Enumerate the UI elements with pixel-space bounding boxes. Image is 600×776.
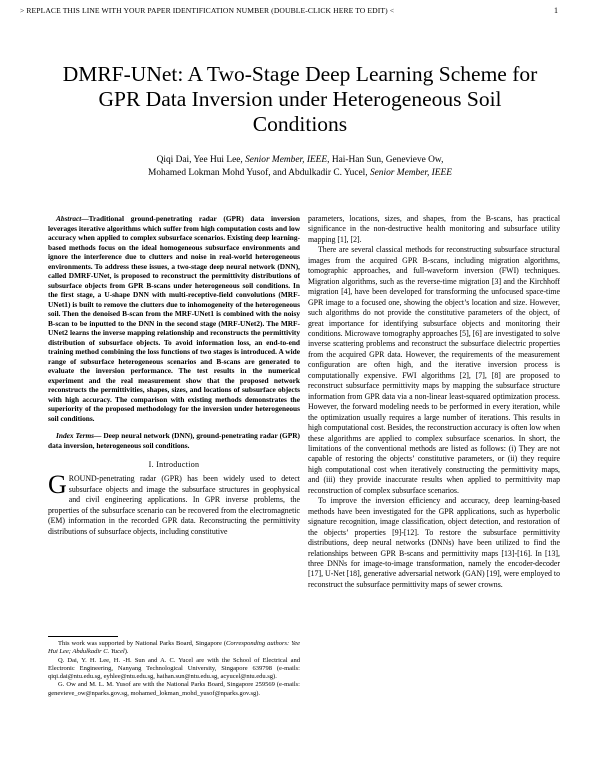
section-heading-introduction: I. Introduction: [148, 460, 200, 469]
author-names-1b: , Hai-Han Sun, Genevieve Ow,: [327, 155, 444, 165]
footnote-corresponding: Corresponding authors: Yee Hui Lee; Abdulkadir C. Yucel: [48, 640, 300, 656]
paper-title: DMRF-UNet: A Two-Stage Deep Learning Scheme for GPR Data Inversion under Heterogeneous Soil Conditions: [62, 62, 538, 136]
footnote-affiliation-nparks: G. Ow and M. L. M. Yusof are with the National Parks Board, Singapore 259569 (e-mails: genevieve_ow@nparks.gov.sg, mohamed_lokman_mohd_yusof@nparks.gov.sg).: [48, 681, 300, 697]
abstract-lead: Abstract: [56, 214, 82, 223]
footnote-rule: [48, 636, 118, 637]
footnotes: [48, 640, 300, 698]
index-terms-text: — Deep neural network (DNN), ground-penetrating radar (GPR) data inversion, heterogeneous soil conditions.: [48, 431, 300, 450]
right-column: [308, 214, 560, 590]
right-paragraph-2: There are several classical methods for reconstructing subsurface structural images from the acquired GPR B-scans, including migration algorithms, tomographic approaches, and full-waveform inversion (FWI) techniques. Migration algorithms, such as the reverse-time migration [3] and the Kirchhoff migration [4], have been developed for transforming the unfocused space-time GPR image to a focused one, showing the object’s location and size. However, such algorithms do not provide the constitutive parameters of the object, of great importance for identifying subsurface objects and monitoring their conditions. Microwave tomography approaches [5], [6] are investigated to solve inverse scattering problems and reconstruct the subsurface dielectric properties from the acquired GPR data. However, the requirements of the measurement configuration are often high, and the iterative inversion process is computationally expensive. FWI algorithms [2], [7], [8] are proposed to reconstruct subsurface permittivity maps by mapping the subsurface structure information from GPR data via a non-linear least-squared optimization process. However, the forward modeling needs to be performed in every iteration, while the optimization usually requires a large number of iterations. This results in high computational cost. Besides, the reconstruction accuracy is often low when these algorithms are applied to complex subsurface scenarios. In short, the limitations of the conventional methods are listed as follows: (i) They are not capable of restoring the objects’ constitutive parameters, or (ii) they require high computational cost when iteratively constructing the permittivity maps, and (iii) they provide inaccurate results when applied to permittivity map reconstruction of complex subsurface scenarios.: [308, 245, 560, 495]
author-role-1: Senior Member, IEEE: [245, 155, 328, 165]
abstract: [48, 214, 300, 423]
drop-cap: G: [48, 470, 67, 500]
right-paragraph-1: parameters, locations, sizes, and shapes, from the B-scans, has practical significance in the non-destructive health monitoring and subsurface utility mapping [1], [2].: [308, 214, 560, 244]
abstract-text: —Traditional ground-penetrating radar (GPR) data inversion leverages iterative algorithms which suffer from high computation costs and low accuracy when applied to complex subsurface scenarios. Existing deep learning-based methods focus on the ideal homogeneous subsurface environments and ignore the interference due to clutters and noise in real-world heterogeneous environments. To address these issues, a two-stage deep neural network (DNN), called DMRF-UNet, is proposed to reconstruct the permittivity distributions of subsurface objects from GPR B-scans under heterogeneous soil conditions. In the first stage, a U-shape DNN with multi-receptive-field convolutions (MRF-UNet1) is built to remove the clutters due to inhomogeneity of the heterogeneous soil. Then the denoised B-scan from the MRF-UNet1 is combined with the noisy B-scan to be inputted to the DNN in the second stage (MRF-UNet2). The MRF-UNet2 learns the inverse mapping relationship and reconstructs the permittivity distribution of subsurface objects. To avoid information loss, an end-to-end training method combining the loss functions of two stages is introduced. A wide range of subsurface heterogeneous scenarios and B-scans are generated to evaluate the inversion performance. The test results in the numerical experiment and the real measurement show that the proposed network reconstructs the permittivities, shapes, sizes, and locations of subsurface objects with high accuracy. The comparison with existing methods demonstrates the superiority of the proposed methodology for the inversion under heterogeneous soil conditions.: [48, 214, 300, 423]
author-list: [40, 154, 560, 180]
left-column: [48, 214, 300, 537]
footnote-affiliation-ntu: Q. Dai, Y. H. Lee, H. -H. Sun and A. C. Yucel are with the School of Electrical and Electronic Engineering, Nanyang Technological University, Singapore 639798 (e-mails: qiqi.dai@ntu.edu.sg, eyhlee@ntu.edu.sg, haihan.sun@ntu.edu.sg, acyucel@ntu.edu.sg).: [48, 656, 300, 681]
author-names-2a: Mohamed Lokman Mohd Yusof, and Abdulkadir C. Yucel,: [148, 168, 370, 178]
author-line-2: [40, 167, 560, 180]
page-number: 1: [554, 6, 558, 15]
index-terms-lead: Index Terms: [56, 431, 95, 440]
footnote-funding-end: ).: [124, 648, 129, 656]
right-paragraph-3: To improve the inversion efficiency and accuracy, deep learning-based methods have been investigated for the GPR applications, such as hyperbolic signature recognition, image classification, object detection, and restoration of the objects’ properties [9]-[12]. To restore the subsurface permittivity distributions, deep neural networks (DNNs) have been utilized to find the relationships between GPR B-scans and permittivity maps [13]-[16]. In [13], three DNNs for image-to-image transformation, namely the encoder-decoder [17], U-Net [18], generative adversarial network (GAN) [19], were employed to reconstruct the subsurface permittivity maps of sewer crowns.: [308, 496, 560, 589]
intro-paragraph-1-text: ROUND-penetrating radar (GPR) has been widely used to detect subsurface objects and image the subsurface structures in geophysical and civil engineering applications. In GPR inverse problems, the properties of the subsurface scenario can be recovered from the electromagnetic (EM) information in the recorded GPR data. Reconstructing the permittivity distributions of subsurface objects, including constitutive: [48, 474, 300, 536]
footnote-funding-text: This work was supported by National Parks Board, Singapore (: [58, 640, 227, 647]
author-line-1: [40, 154, 560, 167]
author-role-2: Senior Member, IEEE: [369, 168, 452, 178]
index-terms: [48, 431, 300, 450]
author-names-1a: Qiqi Dai, Yee Hui Lee,: [156, 155, 246, 165]
intro-paragraph-1: [48, 470, 300, 537]
footnote-funding: [48, 640, 300, 657]
running-head: > REPLACE THIS LINE WITH YOUR PAPER IDENTIFICATION NUMBER (DOUBLE-CLICK HERE TO EDIT) <: [20, 6, 395, 15]
